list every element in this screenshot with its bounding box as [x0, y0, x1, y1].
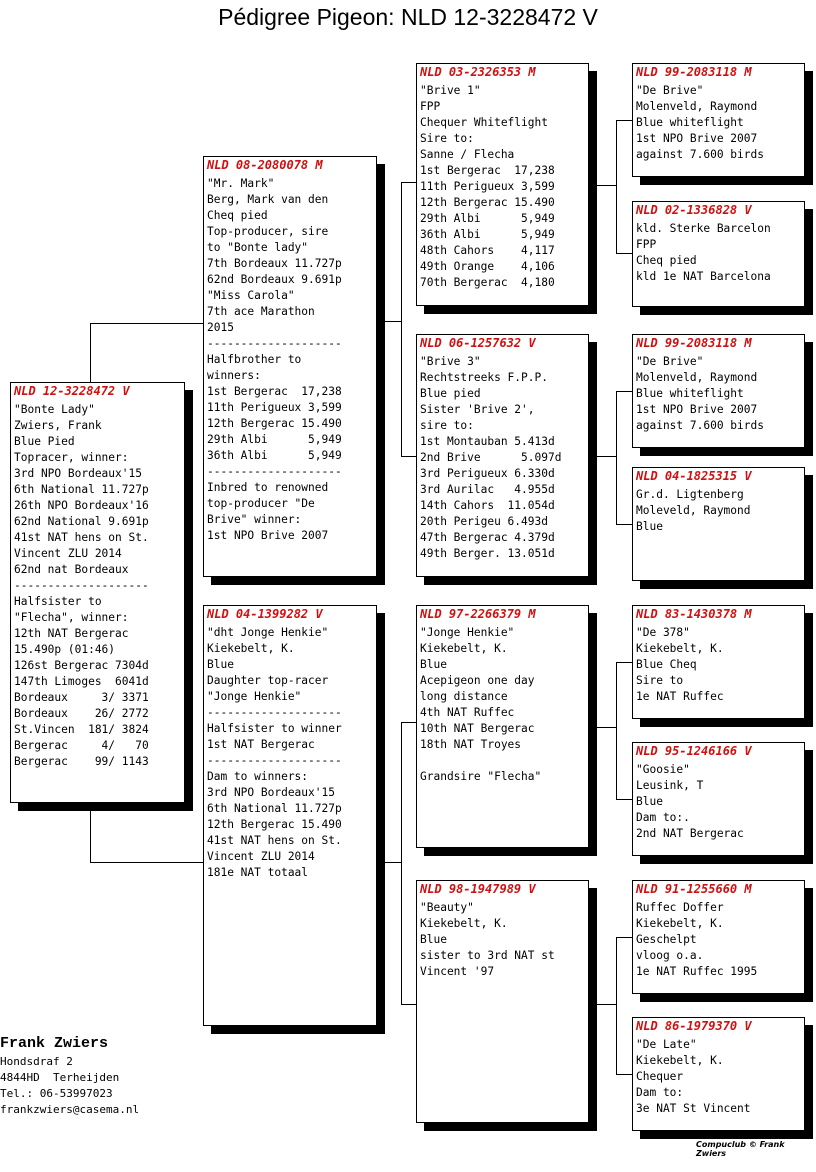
detail-line: "Mr. Mark"	[207, 177, 275, 190]
pigeon-card-subject	[10, 382, 185, 803]
detail-line: 29th Albi 5,949	[420, 212, 555, 225]
connector-line	[616, 391, 632, 392]
ring-number: NLD 03-2326353 M	[420, 65, 536, 79]
detail-line: 12th NAT Bergerac	[14, 627, 129, 640]
detail-line: Chequer	[636, 1070, 684, 1083]
ring-number: NLD 06-1257632 V	[420, 336, 536, 350]
connector-line	[401, 182, 416, 183]
detail-line: 2015	[207, 321, 234, 334]
detail-line: --------------------	[14, 579, 149, 592]
connector-line	[616, 1074, 632, 1075]
pigeon-card-sss	[632, 63, 805, 177]
detail-line: Kiekebelt, K.	[636, 642, 724, 655]
page-title: Pédigree Pigeon: NLD 12-3228472 V	[218, 4, 598, 30]
detail-line: Sanne / Flecha	[420, 148, 515, 161]
detail-line: 1e NAT Ruffec 1995	[636, 965, 758, 978]
detail-line: Vincent ZLU 2014	[14, 547, 122, 560]
detail-line: 11th Perigueux 3,599	[420, 180, 555, 193]
detail-line: winners:	[207, 369, 261, 382]
detail-line: Vincent '97	[420, 965, 495, 978]
pigeon-details	[420, 354, 585, 562]
detail-line: "De 378"	[636, 626, 690, 639]
pigeon-details	[636, 762, 801, 842]
connector-line	[616, 391, 617, 525]
connector-line	[90, 323, 203, 324]
connector-line	[90, 862, 203, 863]
detail-line: Sire to	[636, 674, 684, 687]
detail-line: Dam to winners:	[207, 770, 309, 783]
detail-line: Kiekebelt, K.	[207, 642, 295, 655]
detail-line	[420, 753, 585, 769]
ring-number: NLD 12-3228472 V	[14, 384, 130, 398]
owner-postcode: 4844HD Terheijden	[0, 1071, 120, 1084]
detail-line: Geschelpt	[636, 933, 697, 946]
detail-line: 36th Albi 5,949	[420, 228, 555, 241]
detail-line: Blue whiteflight	[636, 116, 744, 129]
detail-line: 18th NAT Troyes	[420, 738, 522, 751]
detail-line: 12th Bergerac 15.490	[207, 818, 342, 831]
pigeon-card-sire	[203, 156, 377, 577]
detail-line: Moleveld, Raymond	[636, 504, 751, 517]
detail-line: Halfsister to	[14, 595, 102, 608]
pigeon-card-dam	[203, 605, 377, 1026]
detail-line: FPP	[420, 100, 441, 113]
detail-line: Blue Cheq	[636, 658, 697, 671]
pigeon-details	[636, 221, 801, 285]
detail-line: "Brive 1"	[420, 84, 481, 97]
detail-line: top-producer "De	[207, 497, 315, 510]
detail-line: Grandsire "Flecha"	[420, 770, 542, 783]
detail-line: Inbred to renowned	[207, 481, 329, 494]
detail-line: Ruffec Doffer	[636, 901, 724, 914]
detail-line: 2nd NAT Bergerac	[636, 827, 744, 840]
detail-line: sire to:	[420, 419, 474, 432]
detail-line: Molenveld, Raymond	[636, 371, 758, 384]
detail-line: 4th NAT Ruffec	[420, 706, 515, 719]
detail-line: 1st NAT Bergerac	[207, 738, 315, 751]
connector-line	[616, 937, 632, 938]
detail-line: 15.490p (01:46)	[14, 643, 116, 656]
ring-number: NLD 98-1947989 V	[420, 882, 536, 896]
connector-line	[401, 456, 416, 457]
pigeon-card-ddd	[632, 1017, 805, 1131]
detail-line: vloog o.a.	[636, 949, 704, 962]
detail-line: against 7.600 birds	[636, 419, 764, 432]
pigeon-details	[420, 83, 585, 291]
detail-line: Leusink, T	[636, 779, 704, 792]
detail-line: 3rd Perigueux 6.330d	[420, 467, 555, 480]
pigeon-card-sire-sire	[416, 63, 589, 306]
detail-line: 29th Albi 5,949	[207, 433, 342, 446]
pigeon-details	[636, 900, 801, 980]
ring-number: NLD 86-1979370 V	[636, 1019, 752, 1033]
connector-line	[616, 937, 617, 1075]
owner-name: Frank Zwiers	[0, 1035, 109, 1052]
pigeon-details	[636, 1037, 801, 1117]
detail-line: 41st NAT hens on St.	[14, 531, 149, 544]
detail-line: Gr.d. Ligtenberg	[636, 488, 744, 501]
detail-line: Dam to:	[636, 1086, 684, 1099]
detail-line: 3rd NPO Bordeaux'15	[14, 467, 142, 480]
detail-line: kld. Sterke Barcelon	[636, 222, 771, 235]
connector-line	[589, 1004, 617, 1005]
detail-line: 1st Montauban 5.413d	[420, 435, 555, 448]
detail-line: 12th Bergerac 15.490	[420, 196, 555, 209]
detail-line: 36th Albi 5,949	[207, 449, 342, 462]
detail-line: Top-producer, sire	[207, 225, 329, 238]
detail-line: Blue pied	[420, 387, 481, 400]
detail-line: Bergerac 99/ 1143	[14, 755, 149, 768]
detail-line: 6th National 11.727p	[14, 483, 149, 496]
detail-line: Blue	[420, 658, 447, 671]
pigeon-details	[420, 625, 585, 785]
detail-line: Blue whiteflight	[636, 387, 744, 400]
detail-line: 1st NPO Brive 2007	[636, 403, 758, 416]
pigeon-details	[636, 354, 801, 434]
detail-line: "Flecha", winner:	[14, 611, 129, 624]
detail-line: Blue	[636, 520, 663, 533]
pigeon-card-dam-dam	[416, 880, 589, 1123]
detail-line: Acepigeon one day	[420, 674, 535, 687]
detail-line: "Brive 3"	[420, 355, 481, 368]
detail-line: "Miss Carola"	[207, 289, 295, 302]
pigeon-card-dds	[632, 880, 805, 994]
detail-line: Kiekebelt, K.	[420, 917, 508, 930]
detail-line: 3e NAT St Vincent	[636, 1102, 751, 1115]
detail-line: Cheq pied	[207, 209, 268, 222]
detail-line: St.Vincen 181/ 3824	[14, 723, 149, 736]
detail-line: 2nd Brive 5.097d	[420, 451, 562, 464]
pigeon-details	[636, 487, 801, 535]
detail-line: 1st NPO Brive 2007	[636, 132, 758, 145]
pigeon-card-sdd	[632, 467, 805, 581]
connector-line	[616, 120, 617, 254]
pigeon-card-dam-sire	[416, 605, 589, 848]
detail-line: to "Bonte lady"	[207, 241, 309, 254]
detail-line: 10th NAT Bergerac	[420, 722, 535, 735]
pigeon-card-sds	[632, 334, 805, 448]
detail-line: Kiekebelt, K.	[636, 1054, 724, 1067]
ring-number: NLD 97-2266379 M	[420, 607, 536, 621]
detail-line: --------------------	[207, 337, 342, 350]
connector-line	[616, 253, 632, 254]
detail-line: Kiekebelt, K.	[420, 642, 508, 655]
detail-line: "De Late"	[636, 1038, 697, 1051]
detail-line: 20th Perigeu 6.493d	[420, 515, 548, 528]
ring-number: NLD 04-1399282 V	[207, 607, 323, 621]
detail-line: FPP	[636, 238, 657, 251]
connector-line	[401, 1004, 416, 1005]
connector-line	[589, 456, 617, 457]
detail-line: Zwiers, Frank	[14, 419, 102, 432]
owner-info	[0, 1034, 139, 1118]
connector-line	[616, 662, 632, 663]
detail-line: "Jonge Henkie"	[207, 690, 302, 703]
detail-line: 7th Bordeaux 11.727p	[207, 257, 342, 270]
detail-line: Halfbrother to	[207, 353, 302, 366]
pigeon-details	[636, 625, 801, 705]
ring-number: NLD 02-1336828 V	[636, 203, 752, 217]
owner-phone: Tel.: 06-53997023	[0, 1087, 113, 1100]
detail-line: against 7.600 birds	[636, 148, 764, 161]
detail-line: 6th National 11.727p	[207, 802, 342, 815]
detail-line: "Beauty"	[420, 901, 474, 914]
pigeon-details	[636, 83, 801, 163]
ring-number: NLD 99-2083118 M	[636, 336, 752, 350]
detail-line: 1st Bergerac 17,238	[207, 385, 342, 398]
detail-line: 49th Berger. 13.051d	[420, 547, 555, 560]
detail-line: Vincent ZLU 2014	[207, 850, 315, 863]
owner-email: frankzwiers@casema.nl	[0, 1103, 140, 1116]
detail-line: 7th ace Marathon	[207, 305, 315, 318]
pigeon-card-dsd	[632, 742, 805, 856]
connector-line	[90, 811, 91, 863]
pigeon-card-sire-dam	[416, 334, 589, 577]
detail-line: 126st Bergerac 7304d	[14, 659, 149, 672]
detail-line: 12th Bergerac 15.490	[207, 417, 342, 430]
detail-line: 48th Cahors 4,117	[420, 244, 555, 257]
detail-line: 62nd nat Bordeaux	[14, 563, 129, 576]
connector-line	[589, 185, 617, 186]
ring-number: NLD 83-1430378 M	[636, 607, 752, 621]
detail-line: Blue Pied	[14, 435, 75, 448]
detail-line: Daughter top-racer	[207, 674, 329, 687]
connector-line	[401, 722, 402, 1005]
detail-line: Cheq pied	[636, 254, 697, 267]
ring-number: NLD 99-2083118 M	[636, 65, 752, 79]
detail-line: Dam to:.	[636, 811, 690, 824]
detail-line: 1st Bergerac 17,238	[420, 164, 555, 177]
detail-line: 41st NAT hens on St.	[207, 834, 342, 847]
detail-line: Bordeaux 3/ 3371	[14, 691, 149, 704]
detail-line: 49th Orange 4,106	[420, 260, 555, 273]
connector-line	[401, 722, 416, 723]
detail-line: sister to 3rd NAT st	[420, 949, 555, 962]
detail-line: Molenveld, Raymond	[636, 100, 758, 113]
detail-line: "Bonte Lady"	[14, 403, 95, 416]
detail-line: 11th Perigueux 3,599	[207, 401, 342, 414]
detail-line: Kiekebelt, K.	[636, 917, 724, 930]
software-credit: Compuclub © Frank Zwiers	[696, 1140, 785, 1158]
pigeon-details	[207, 625, 373, 881]
detail-line: Bordeaux 26/ 2772	[14, 707, 149, 720]
pigeon-card-dss	[632, 605, 805, 719]
ring-number: NLD 95-1246166 V	[636, 744, 752, 758]
connector-line	[616, 799, 632, 800]
detail-line: Berg, Mark van den	[207, 193, 329, 206]
connector-line	[616, 120, 632, 121]
ring-number: NLD 08-2080078 M	[207, 158, 323, 172]
detail-line: Rechtstreeks F.P.P.	[420, 371, 548, 384]
detail-line: 47th Bergerac 4.379d	[420, 531, 555, 544]
pigeon-details	[420, 900, 585, 980]
detail-line: Topracer, winner:	[14, 451, 129, 464]
detail-line: 3rd NPO Bordeaux'15	[207, 786, 335, 799]
detail-line: Blue	[636, 795, 663, 808]
detail-line: "Jonge Henkie"	[420, 626, 515, 639]
connector-line	[616, 524, 632, 525]
detail-line: 62nd National 9.691p	[14, 515, 149, 528]
detail-line: Brive" winner:	[207, 513, 302, 526]
detail-line: 1st NPO Brive 2007	[207, 529, 329, 542]
connector-line	[90, 323, 91, 383]
detail-line: Sister 'Brive 2',	[420, 403, 535, 416]
connector-line	[589, 727, 617, 728]
pigeon-card-ssd	[632, 201, 805, 307]
detail-line: "Goosie"	[636, 763, 690, 776]
detail-line: --------------------	[207, 754, 342, 767]
detail-line: Chequer Whiteflight	[420, 116, 548, 129]
detail-line: Blue	[420, 933, 447, 946]
detail-line: "De Brive"	[636, 84, 704, 97]
connector-line	[616, 662, 617, 800]
pigeon-details	[14, 402, 181, 770]
connector-line	[377, 321, 402, 322]
detail-line: 70th Bergerac 4,180	[420, 276, 555, 289]
detail-line: kld 1e NAT Barcelona	[636, 270, 771, 283]
owner-address: Hondsdraf 2	[0, 1055, 73, 1068]
detail-line: 3rd Aurilac 4.955d	[420, 483, 555, 496]
detail-line: 62nd Bordeaux 9.691p	[207, 273, 342, 286]
detail-line: long distance	[420, 690, 508, 703]
detail-line: Bergerac 4/ 70	[14, 739, 149, 752]
pigeon-details	[207, 176, 373, 544]
detail-line: "De Brive"	[636, 355, 704, 368]
detail-line: --------------------	[207, 706, 342, 719]
detail-line: Sire to:	[420, 132, 474, 145]
detail-line: 181e NAT totaal	[207, 866, 309, 879]
detail-line: 1e NAT Ruffec	[636, 690, 724, 703]
ring-number: NLD 91-1255660 M	[636, 882, 752, 896]
detail-line: 26th NPO Bordeaux'16	[14, 499, 149, 512]
detail-line: "dht Jonge Henkie"	[207, 626, 329, 639]
detail-line: Halfsister to winner	[207, 722, 342, 735]
connector-line	[377, 862, 402, 863]
detail-line: Blue	[207, 658, 234, 671]
detail-line: 147th Limoges 6041d	[14, 675, 149, 688]
connector-line	[401, 182, 402, 457]
ring-number: NLD 04-1825315 V	[636, 469, 752, 483]
detail-line: --------------------	[207, 465, 342, 478]
detail-line: 14th Cahors 11.054d	[420, 499, 555, 512]
